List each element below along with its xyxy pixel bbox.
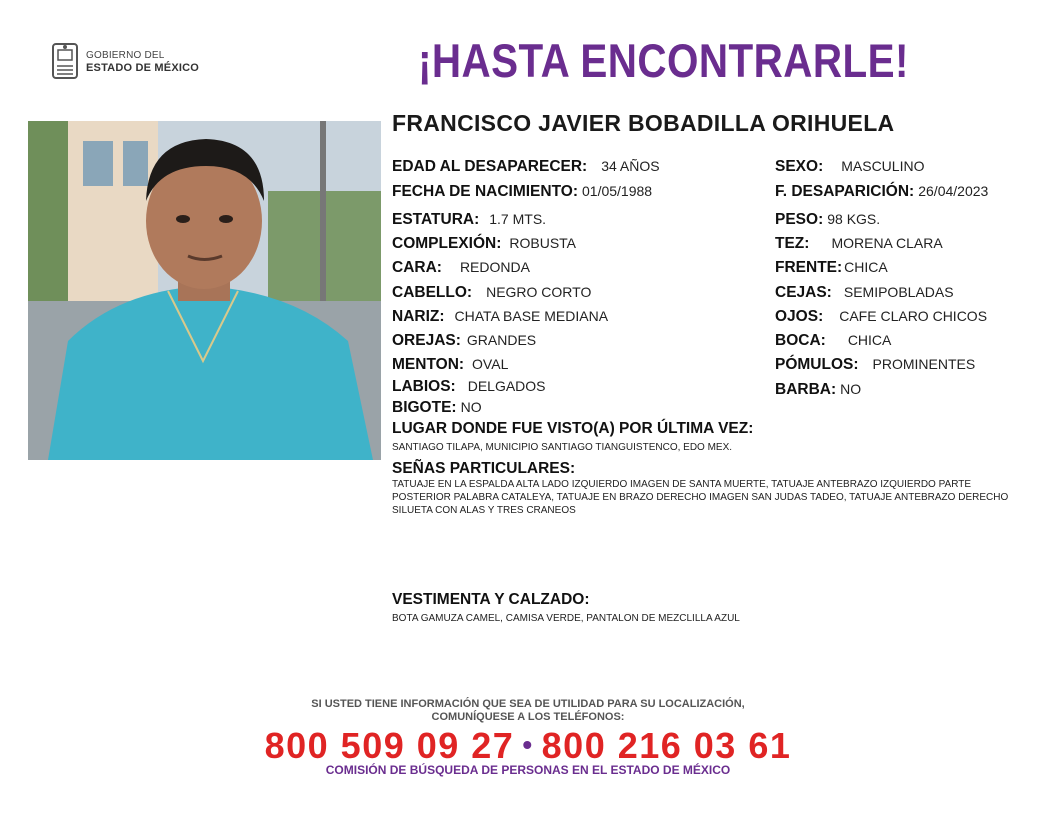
field-nariz	[392, 308, 608, 326]
person-photo-illustration	[28, 121, 381, 460]
field-label: FECHA DE NACIMIENTO:	[392, 183, 578, 200]
field-label: SEXO:	[775, 158, 824, 175]
clothing-title: VESTIMENTA Y CALZADO:	[392, 591, 590, 608]
field-value: NO	[840, 381, 862, 397]
info-line-1: SI USTED TIENE INFORMACIÓN QUE SEA DE UTILIDAD PARA SU LOCALIZACIÓN,	[311, 698, 745, 710]
field-label: OJOS:	[775, 308, 824, 325]
phone-number-1[interactable]: 800 509 09 27	[264, 725, 515, 766]
field-value: REDONDA	[459, 259, 530, 275]
field-label: NARIZ:	[392, 308, 445, 325]
field-frente	[775, 259, 888, 277]
field-label: FRENTE:	[775, 259, 843, 276]
field-value: 01/05/1988	[582, 183, 653, 199]
field-value: CAFE CLARO CHICOS	[839, 308, 988, 324]
field-label: PESO:	[775, 211, 824, 228]
field-pomulos	[775, 356, 975, 374]
field-label: TEZ:	[775, 235, 810, 252]
field-label: F. DESAPARICIÓN:	[775, 183, 915, 200]
field-label: CEJAS:	[775, 284, 832, 301]
last-seen-text: SANTIAGO TILAPA, MUNICIPIO SANTIAGO TIANGUISTENCO, EDO MEX.	[392, 442, 733, 453]
field-cabello	[392, 284, 591, 302]
field-label: CARA:	[392, 259, 442, 276]
field-value: NO	[460, 399, 482, 415]
person-name: FRANCISCO JAVIER BOBADILLA ORIHUELA	[392, 110, 895, 136]
info-line-2: COMUNÍQUESE A LOS TELÉFONOS:	[431, 711, 625, 723]
field-complexion	[392, 235, 576, 253]
field-value: CHICA	[844, 259, 888, 275]
field-label: PÓMULOS:	[775, 356, 859, 373]
field-value: GRANDES	[466, 332, 537, 348]
field-sexo	[775, 158, 924, 176]
field-value: CHICA	[847, 332, 892, 348]
phone-separator: •	[522, 729, 534, 760]
field-peso	[775, 211, 880, 229]
field-value: 34 AÑOS	[601, 158, 660, 174]
field-label: BOCA:	[775, 332, 826, 349]
gov-line-2: ESTADO DE MÉXICO	[86, 62, 200, 74]
government-logo	[50, 42, 199, 82]
field-estatura	[392, 211, 546, 229]
field-boca	[775, 332, 891, 350]
field-value: NEGRO CORTO	[486, 284, 592, 300]
field-tez	[775, 235, 943, 253]
field-fecha-nacimiento	[392, 183, 652, 201]
phone-numbers	[0, 725, 1056, 767]
field-menton	[392, 356, 508, 374]
field-value: OVAL	[472, 356, 509, 372]
field-label: COMPLEXIÓN:	[392, 235, 502, 252]
last-seen-title: LUGAR DONDE FUE VISTO(A) POR ÚLTIMA VEZ:	[392, 420, 754, 437]
field-label: EDAD AL DESAPARECER:	[392, 158, 588, 175]
clothing-text: BOTA GAMUZA CAMEL, CAMISA VERDE, PANTALON DE MEZCLILLA AZUL	[392, 613, 740, 624]
commission-name: COMISIÓN DE BÚSQUEDA DE PERSONAS EN EL ESTADO DE MÉXICO	[325, 763, 731, 777]
field-barba	[775, 381, 861, 399]
field-cara	[392, 259, 530, 277]
field-label: BARBA:	[775, 381, 837, 398]
field-value: MORENA CLARA	[831, 235, 943, 251]
field-label: MENTON:	[392, 356, 465, 373]
gov-line-1: GOBIERNO DEL	[86, 50, 165, 61]
marks-text: TATUAJE EN LA ESPALDA ALTA LADO IZQUIERDO IMAGEN DE SANTA MUERTE, TATUAJE ANTEBRAZO IZQUIERDO PARTE POSTERIOR PALABRA CATALEYA, TATUAJE EN BRAZO DERECHO IMAGEN SAN JUDAS TADEO, TATUAJE ANTEBRAZO DERECHO SILUETA CON ALAS Y TRES CRANEOS	[392, 479, 1009, 516]
field-labios	[392, 378, 546, 396]
field-value: ROBUSTA	[509, 235, 577, 251]
field-value: 26/04/2023	[918, 183, 989, 199]
field-value: 1.7 MTS.	[489, 211, 547, 227]
field-label: OREJAS:	[392, 332, 461, 349]
government-name	[86, 50, 199, 74]
headline: ¡HASTA ENCONTRARLE!	[418, 34, 909, 87]
field-bigote	[392, 399, 482, 417]
field-label: CABELLO:	[392, 284, 473, 301]
field-value: CHATA BASE MEDIANA	[454, 308, 609, 324]
field-value: SEMIPOBLADAS	[843, 284, 954, 300]
field-fecha-desaparicion	[775, 183, 988, 201]
field-label: LABIOS:	[392, 378, 456, 395]
field-ojos	[775, 308, 987, 326]
phone-number-2[interactable]: 800 216 03 61	[541, 725, 792, 766]
field-cejas	[775, 284, 954, 302]
marks-title: SEÑAS PARTICULARES:	[392, 460, 576, 477]
field-label: BIGOTE:	[392, 399, 457, 416]
field-value: 98 KGS.	[827, 211, 881, 227]
field-orejas	[392, 332, 536, 350]
field-edad	[392, 158, 660, 176]
field-value: DELGADOS	[467, 378, 546, 394]
field-value: MASCULINO	[841, 158, 925, 174]
person-photo	[28, 121, 381, 460]
field-label: ESTATURA:	[392, 211, 480, 228]
field-value: PROMINENTES	[872, 356, 976, 372]
state-seal-icon	[50, 42, 80, 82]
